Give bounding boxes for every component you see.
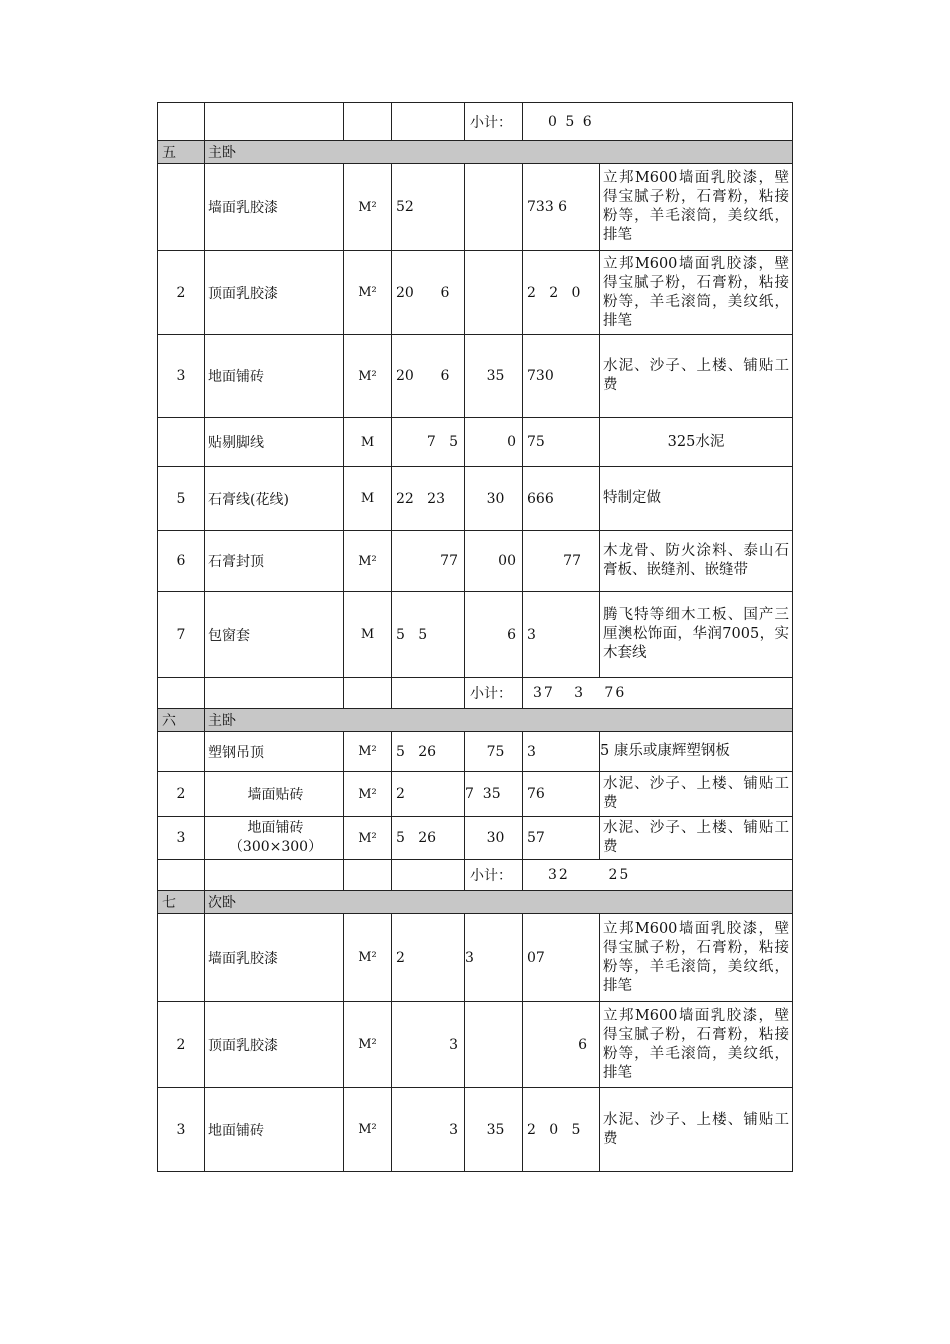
item-note: 立邦M600墙面乳胶漆，壁得宝腻子粉，石膏粉，粘接粉等，羊毛滚筒，美纹纸，排笔 — [600, 164, 793, 251]
item-name: 墙面乳胶漆 — [205, 914, 344, 1002]
item-note: 水泥、沙子、上楼、铺贴工费 — [600, 335, 793, 418]
item-price: 3 — [465, 914, 523, 1002]
table-row — [158, 531, 793, 592]
item-price — [465, 251, 523, 335]
section-title: 主卧 — [205, 709, 793, 732]
item-number: 6 — [158, 531, 205, 592]
item-note: 立邦M600墙面乳胶漆，壁得宝腻子粉，石膏粉，粘接粉等，羊毛滚筒，美纹纸，排笔 — [600, 914, 793, 1002]
table-row — [158, 1088, 793, 1172]
item-total: 3 — [523, 592, 600, 678]
item-number: 3 — [158, 335, 205, 418]
quotation-table — [157, 102, 793, 1172]
item-unit: M — [344, 467, 392, 531]
table-row — [158, 335, 793, 418]
table-row — [158, 418, 793, 467]
section-number: 七 — [158, 891, 205, 914]
table-row — [158, 817, 793, 860]
item-note: 腾飞特等细木工板、国产三厘澳松饰面，华润7005，实木套线 — [600, 592, 793, 678]
item-note: 立邦M600墙面乳胶漆，壁得宝腻子粉，石膏粉，粘接粉等，羊毛滚筒，美纹纸，排笔 — [600, 1002, 793, 1088]
item-quantity: 20 6 — [392, 251, 465, 335]
item-number: 2 — [158, 1002, 205, 1088]
table-row — [158, 1002, 793, 1088]
item-price: 75 — [465, 732, 523, 772]
table-row — [158, 914, 793, 1002]
item-total: 77 — [523, 531, 600, 592]
table-row — [158, 467, 793, 531]
item-unit: M² — [344, 335, 392, 418]
item-name: 包窗套 — [205, 592, 344, 678]
item-unit: M² — [344, 531, 392, 592]
item-total: 2 2 0 — [523, 251, 600, 335]
section-row — [158, 891, 793, 914]
section-number: 六 — [158, 709, 205, 732]
section-title: 主卧 — [205, 141, 793, 164]
item-name: 墙面乳胶漆 — [205, 164, 344, 251]
item-name: 地面铺砖（300×300） — [205, 817, 344, 860]
item-number — [158, 914, 205, 1002]
item-quantity: 5 5 — [392, 592, 465, 678]
item-unit: M² — [344, 817, 392, 860]
item-note: 立邦M600墙面乳胶漆，壁得宝腻子粉，石膏粉，粘接粉等，羊毛滚筒，美纹纸，排笔 — [600, 251, 793, 335]
subtotal-row — [158, 860, 793, 891]
item-note: 水泥、沙子、上楼、铺贴工费 — [600, 772, 793, 817]
section-row — [158, 709, 793, 732]
item-name: 塑钢吊顶 — [205, 732, 344, 772]
subtotal-value: 32 25 — [523, 860, 793, 891]
item-price: 7 35 — [465, 772, 523, 817]
item-quantity: 22 23 — [392, 467, 465, 531]
item-number: 3 — [158, 817, 205, 860]
item-total: 730 — [523, 335, 600, 418]
item-unit: M² — [344, 772, 392, 817]
subtotal-row — [158, 678, 793, 709]
item-quantity: 2 — [392, 772, 465, 817]
item-total: 2 0 5 — [523, 1088, 600, 1172]
item-name: 石膏线(花线) — [205, 467, 344, 531]
subtotal-row — [158, 103, 793, 141]
item-number: 7 — [158, 592, 205, 678]
item-note: 水泥、沙子、上楼、铺贴工费 — [600, 817, 793, 860]
item-quantity: 3 — [392, 1002, 465, 1088]
item-total: 666 — [523, 467, 600, 531]
item-quantity: 20 6 — [392, 335, 465, 418]
item-total: 07 — [523, 914, 600, 1002]
item-price: 6 — [465, 592, 523, 678]
item-name: 地面铺砖 — [205, 335, 344, 418]
table-row — [158, 164, 793, 251]
table-row — [158, 251, 793, 335]
table-row — [158, 732, 793, 772]
item-note: 木龙骨、防火涂料、泰山石膏板、嵌缝剂、嵌缝带 — [600, 531, 793, 592]
subtotal-label: 小计： — [465, 103, 523, 141]
item-number: 3 — [158, 1088, 205, 1172]
item-quantity: 3 — [392, 1088, 465, 1172]
item-number — [158, 418, 205, 467]
item-total: 57 — [523, 817, 600, 860]
item-total: 75 — [523, 418, 600, 467]
item-number — [158, 164, 205, 251]
item-price — [465, 1002, 523, 1088]
table-row — [158, 772, 793, 817]
item-unit: M — [344, 592, 392, 678]
item-unit: M² — [344, 1088, 392, 1172]
item-price: 00 — [465, 531, 523, 592]
item-number: 5 — [158, 467, 205, 531]
section-number: 五 — [158, 141, 205, 164]
item-name: 贴剔脚线 — [205, 418, 344, 467]
item-quantity: 52 — [392, 164, 465, 251]
item-number: 2 — [158, 772, 205, 817]
item-unit: M² — [344, 1002, 392, 1088]
item-name: 石膏封顶 — [205, 531, 344, 592]
item-unit: M² — [344, 164, 392, 251]
item-total: 733 6 — [523, 164, 600, 251]
item-note: 水泥、沙子、上楼、铺贴工费 — [600, 1088, 793, 1172]
section-row — [158, 141, 793, 164]
item-price: 35 — [465, 1088, 523, 1172]
item-name: 顶面乳胶漆 — [205, 251, 344, 335]
item-quantity: 77 — [392, 531, 465, 592]
subtotal-label: 小计： — [465, 678, 523, 709]
item-name: 地面铺砖 — [205, 1088, 344, 1172]
item-unit: M² — [344, 914, 392, 1002]
item-quantity: 5 26 — [392, 732, 465, 772]
item-price: 30 — [465, 467, 523, 531]
item-unit: M² — [344, 732, 392, 772]
item-unit: M² — [344, 251, 392, 335]
item-price: 30 — [465, 817, 523, 860]
item-number — [158, 732, 205, 772]
item-number: 2 — [158, 251, 205, 335]
item-price — [465, 164, 523, 251]
item-unit: M — [344, 418, 392, 467]
item-name: 墙面贴砖 — [205, 772, 344, 817]
item-note: 325水泥 — [600, 418, 793, 467]
table-row — [158, 592, 793, 678]
item-quantity: 2 — [392, 914, 465, 1002]
item-quantity: 5 26 — [392, 817, 465, 860]
subtotal-value: 0 5 6 — [523, 103, 793, 141]
subtotal-label: 小计： — [465, 860, 523, 891]
subtotal-value: 37 3 76 — [523, 678, 793, 709]
section-title: 次卧 — [205, 891, 793, 914]
item-price: 35 — [465, 335, 523, 418]
item-total: 6 — [523, 1002, 600, 1088]
item-total: 3 — [523, 732, 600, 772]
item-price: 0 — [465, 418, 523, 467]
item-total: 76 — [523, 772, 600, 817]
item-name: 顶面乳胶漆 — [205, 1002, 344, 1088]
item-note: 5 康乐或康辉塑钢板 — [600, 732, 793, 772]
item-quantity: 7 5 — [392, 418, 465, 467]
item-note: 特制定做 — [600, 467, 793, 531]
